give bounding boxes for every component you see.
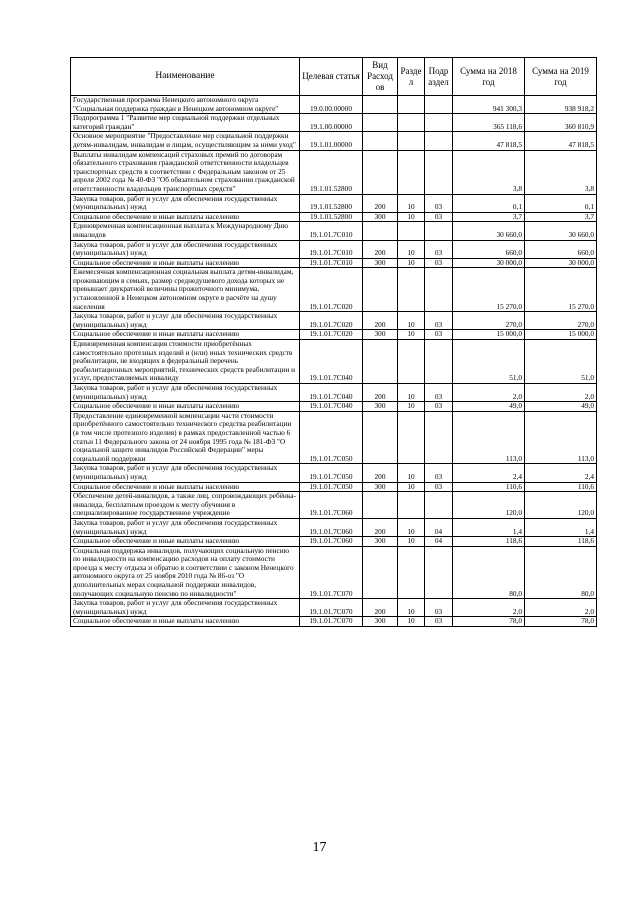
header-article: Целевая статья <box>300 58 363 96</box>
row-sum-2018: 3,7 <box>453 212 525 222</box>
row-subsection <box>425 268 453 312</box>
row-article: 19.1.01.7С020 <box>300 330 363 340</box>
row-name: Закупка товаров, работ и услуг для обеспечения государственных (муниципальных) нужд <box>71 312 300 330</box>
row-sum-2018: 30 660,0 <box>453 222 525 240</box>
row-section: 10 <box>398 384 425 402</box>
row-expense-type: 200 <box>363 240 398 258</box>
row-subsection: 03 <box>425 599 453 617</box>
row-sum-2019: 120,0 <box>525 492 597 519</box>
row-name: Единовременная компенсация стоимости приобретённых самостоятельно протезных изделий и (или) иных технических средств реабилитации, не входящих в федеральный перечень реабилитационных мероприятий, технических средств реабилитации и услуг, предоставляемых инвалиду <box>71 340 300 384</box>
row-name: Закупка товаров, работ и услуг для обеспечения государственных (муниципальных) нужд <box>71 240 300 258</box>
table-row <box>71 340 597 384</box>
row-expense-type <box>363 340 398 384</box>
row-subsection: 03 <box>425 258 453 268</box>
table-row <box>71 518 597 536</box>
row-section: 10 <box>398 258 425 268</box>
row-subsection <box>425 96 453 114</box>
row-sum-2019: 47 818,5 <box>525 132 597 150</box>
row-expense-type <box>363 492 398 519</box>
row-article: 19.1.01.7С040 <box>300 340 363 384</box>
page-number: 17 <box>312 840 327 855</box>
table-row <box>71 114 597 132</box>
row-sum-2018: 47 818,5 <box>453 132 525 150</box>
row-sum-2018: 2,0 <box>453 599 525 617</box>
row-sum-2019: 15 000,0 <box>525 330 597 340</box>
row-expense-type: 300 <box>363 617 398 627</box>
table-row <box>71 537 597 547</box>
row-expense-type <box>363 268 398 312</box>
table-row <box>71 599 597 617</box>
row-name: Закупка товаров, работ и услуг для обеспечения государственных (муниципальных) нужд <box>71 384 300 402</box>
table-row <box>71 330 597 340</box>
row-sum-2019: 51,0 <box>525 340 597 384</box>
table-body <box>71 96 597 627</box>
table-row <box>71 312 597 330</box>
row-expense-type: 200 <box>363 194 398 212</box>
row-article: 19.1.01.7С020 <box>300 268 363 312</box>
table-row <box>71 268 597 312</box>
row-sum-2018: 0,1 <box>453 194 525 212</box>
row-subsection: 03 <box>425 240 453 258</box>
row-article: 19.1.01.7С060 <box>300 492 363 519</box>
row-sum-2018: 80,0 <box>453 546 525 599</box>
row-article: 19.1.01.7С010 <box>300 240 363 258</box>
row-article: 19.1.01.7С050 <box>300 411 363 464</box>
row-section <box>398 340 425 384</box>
row-expense-type: 300 <box>363 402 398 412</box>
header-section: Разде л <box>398 58 425 96</box>
row-section: 10 <box>398 599 425 617</box>
row-sum-2019: 78,0 <box>525 617 597 627</box>
row-article: 19.1.01.7С050 <box>300 464 363 482</box>
row-expense-type <box>363 132 398 150</box>
row-section <box>398 114 425 132</box>
row-article: 19.1.01.7С070 <box>300 599 363 617</box>
row-sum-2018: 270,0 <box>453 312 525 330</box>
row-subsection: 04 <box>425 518 453 536</box>
row-article: 19.1.01.00000 <box>300 132 363 150</box>
row-section: 10 <box>398 402 425 412</box>
row-section <box>398 411 425 464</box>
row-section <box>398 222 425 240</box>
row-name: Предоставление единовременной компенсации части стоимости приобретённого самостоятельно технического средства реабилитации (в том числе протезного изделия) в рамках предоставленной частью 6 статьи 11 Федерального закона от 24 ноября 1995 года № 181-ФЗ "О социальной защите инвалидов Российской Федерации" меры социальной поддержки <box>71 411 300 464</box>
row-sum-2018: 3,8 <box>453 150 525 194</box>
row-subsection <box>425 150 453 194</box>
row-sum-2019: 15 270,0 <box>525 268 597 312</box>
row-name: Социальное обеспечение и иные выплаты населению <box>71 617 300 627</box>
row-article: 19.1.01.7С070 <box>300 546 363 599</box>
row-article: 19.1.01.7С060 <box>300 518 363 536</box>
row-sum-2019: 118,6 <box>525 537 597 547</box>
row-expense-type: 300 <box>363 212 398 222</box>
row-expense-type: 300 <box>363 258 398 268</box>
row-section: 10 <box>398 617 425 627</box>
row-expense-type <box>363 546 398 599</box>
row-article: 19.1.00.00000 <box>300 114 363 132</box>
row-name: Основное мероприятие "Предоставление мер социальной поддержки детям-инвалидам, инвалидам и лицам, осуществляющим за ними уход" <box>71 132 300 150</box>
row-section: 10 <box>398 464 425 482</box>
row-name: Закупка товаров, работ и услуг для обеспечения государственных (муниципальных) нужд <box>71 599 300 617</box>
row-sum-2018: 15 000,0 <box>453 330 525 340</box>
table-row <box>71 132 597 150</box>
row-article: 19.1.01.7С010 <box>300 222 363 240</box>
row-section: 10 <box>398 518 425 536</box>
row-article: 19.1.01.7С070 <box>300 617 363 627</box>
table-row <box>71 464 597 482</box>
row-sum-2018: 2,4 <box>453 464 525 482</box>
row-expense-type <box>363 411 398 464</box>
row-expense-type: 200 <box>363 599 398 617</box>
row-section <box>398 268 425 312</box>
row-sum-2018: 49,0 <box>453 402 525 412</box>
row-name: Социальное обеспечение и иные выплаты населению <box>71 212 300 222</box>
row-name: Государственная программа Ненецкого автономного округа "Социальная поддержка граждан в Ненецком автономном округе" <box>71 96 300 114</box>
header-sum-2019: Сумма на 2019 год <box>525 58 597 96</box>
row-section <box>398 150 425 194</box>
row-subsection <box>425 492 453 519</box>
row-expense-type <box>363 150 398 194</box>
row-article: 19.1.01.52800 <box>300 212 363 222</box>
row-sum-2018: 120,0 <box>453 492 525 519</box>
header-sum-2018: Сумма на 2018 год <box>453 58 525 96</box>
row-article: 19.1.01.7С040 <box>300 402 363 412</box>
row-sum-2019: 2,0 <box>525 384 597 402</box>
row-sum-2019: 2,4 <box>525 464 597 482</box>
row-subsection <box>425 411 453 464</box>
row-expense-type: 200 <box>363 384 398 402</box>
row-subsection <box>425 340 453 384</box>
row-expense-type <box>363 114 398 132</box>
row-expense-type: 200 <box>363 312 398 330</box>
table-row <box>71 150 597 194</box>
table-row <box>71 212 597 222</box>
row-sum-2018: 30 000,0 <box>453 258 525 268</box>
row-sum-2019: 113,0 <box>525 411 597 464</box>
row-subsection: 03 <box>425 330 453 340</box>
row-name: Социальное обеспечение и иные выплаты населению <box>71 537 300 547</box>
row-subsection <box>425 222 453 240</box>
row-subsection: 03 <box>425 617 453 627</box>
table-row <box>71 258 597 268</box>
row-subsection: 03 <box>425 212 453 222</box>
row-name: Социальная поддержка инвалидов, получающих социальную пенсию по инвалидности на компенсацию расходов на оплату стоимости проезда к месту отдыха и обратно в соответствии с законом Ненецкого автономного округа от 25 ноября 2010 года № 86-оз "О дополнительных мерах социальной поддержки инвалидов, получающих социальную пенсию по инвалидности" <box>71 546 300 599</box>
row-name: Социальное обеспечение и иные выплаты населению <box>71 482 300 492</box>
row-sum-2019: 30 000,0 <box>525 258 597 268</box>
row-article: 19.1.01.7С020 <box>300 312 363 330</box>
row-subsection: 04 <box>425 537 453 547</box>
row-sum-2018: 2,0 <box>453 384 525 402</box>
table-row <box>71 240 597 258</box>
row-article: 19.1.01.52800 <box>300 194 363 212</box>
row-article: 19.0.00.00000 <box>300 96 363 114</box>
row-section: 10 <box>398 312 425 330</box>
table-row <box>71 194 597 212</box>
row-section <box>398 492 425 519</box>
row-sum-2019: 3,8 <box>525 150 597 194</box>
row-article: 19.1.01.52800 <box>300 150 363 194</box>
row-sum-2019: 360 810,9 <box>525 114 597 132</box>
row-subsection: 03 <box>425 402 453 412</box>
row-expense-type: 200 <box>363 518 398 536</box>
row-expense-type: 200 <box>363 464 398 482</box>
budget-table <box>70 57 597 627</box>
row-section: 10 <box>398 482 425 492</box>
table-row <box>71 222 597 240</box>
row-article: 19.1.01.7С040 <box>300 384 363 402</box>
row-subsection: 03 <box>425 384 453 402</box>
row-sum-2019: 3,7 <box>525 212 597 222</box>
row-sum-2018: 15 270,0 <box>453 268 525 312</box>
row-sum-2018: 51,0 <box>453 340 525 384</box>
row-sum-2018: 1,4 <box>453 518 525 536</box>
row-section: 10 <box>398 537 425 547</box>
row-section <box>398 96 425 114</box>
row-name: Единовременная компенсационная выплата к Международному Дню инвалидов <box>71 222 300 240</box>
table-row <box>71 492 597 519</box>
row-expense-type: 300 <box>363 482 398 492</box>
row-article: 19.1.01.7С060 <box>300 537 363 547</box>
row-article: 19.1.01.7С050 <box>300 482 363 492</box>
row-sum-2019: 0,1 <box>525 194 597 212</box>
table-row <box>71 96 597 114</box>
row-section: 10 <box>398 330 425 340</box>
row-expense-type: 300 <box>363 537 398 547</box>
table-row <box>71 482 597 492</box>
row-sum-2019: 660,0 <box>525 240 597 258</box>
header-subsection: Подр аздел <box>425 58 453 96</box>
table-row <box>71 411 597 464</box>
row-sum-2018: 78,0 <box>453 617 525 627</box>
row-name: Ежемесячная компенсационная социальная выплата детям-инвалидам, проживающим в семьях, размер среднедушевого дохода которых не превышает двукратной величины прожиточного минимума, установленной в Ненецком автономном округе в расчёте на душу населения <box>71 268 300 312</box>
row-name: Закупка товаров, работ и услуг для обеспечения государственных (муниципальных) нужд <box>71 518 300 536</box>
row-section <box>398 132 425 150</box>
row-section: 10 <box>398 212 425 222</box>
row-name: Социальное обеспечение и иные выплаты населению <box>71 258 300 268</box>
row-section <box>398 546 425 599</box>
row-sum-2019: 49,0 <box>525 402 597 412</box>
row-section: 10 <box>398 240 425 258</box>
row-article: 19.1.01.7С010 <box>300 258 363 268</box>
table-row <box>71 546 597 599</box>
row-subsection: 03 <box>425 482 453 492</box>
row-name: Закупка товаров, работ и услуг для обеспечения государственных (муниципальных) нужд <box>71 464 300 482</box>
header-expense-type: Вид Расход ов <box>363 58 398 96</box>
row-name: Подпрограмма 1 "Развитие мер социальной поддержки отдельных категорий граждан" <box>71 114 300 132</box>
row-subsection: 03 <box>425 194 453 212</box>
row-sum-2019: 80,0 <box>525 546 597 599</box>
row-name: Социальное обеспечение и иные выплаты населению <box>71 330 300 340</box>
row-sum-2018: 113,0 <box>453 411 525 464</box>
table-row <box>71 402 597 412</box>
row-expense-type: 300 <box>363 330 398 340</box>
row-subsection <box>425 132 453 150</box>
row-sum-2018: 118,6 <box>453 537 525 547</box>
row-sum-2019: 2,0 <box>525 599 597 617</box>
row-subsection <box>425 546 453 599</box>
row-subsection: 03 <box>425 464 453 482</box>
row-sum-2018: 660,0 <box>453 240 525 258</box>
row-sum-2018: 941 300,3 <box>453 96 525 114</box>
header-name: Наименование <box>71 58 300 96</box>
table-row <box>71 384 597 402</box>
row-expense-type <box>363 222 398 240</box>
row-name: Социальное обеспечение и иные выплаты населению <box>71 402 300 412</box>
table-row <box>71 617 597 627</box>
row-sum-2018: 110,6 <box>453 482 525 492</box>
table-header-row <box>71 58 597 96</box>
row-sum-2019: 938 918,2 <box>525 96 597 114</box>
row-name: Обеспечение детей-инвалидов, а также лиц, сопровождающих ребёнка-инвалида, бесплатным проездом к месту обучения в специализированное государственное учреждение <box>71 492 300 519</box>
row-name: Выплаты инвалидам компенсаций страховых премий по договорам обязательного страхования гражданской ответственности владельцев транспортных средств в соответствии с Федеральным законом от 25 апреля 2002 года № 40-ФЗ "Об обязательном страховании гражданской ответственности владельцев транспортных средств" <box>71 150 300 194</box>
row-name: Закупка товаров, работ и услуг для обеспечения государственных (муниципальных) нужд <box>71 194 300 212</box>
row-subsection <box>425 114 453 132</box>
row-sum-2019: 1,4 <box>525 518 597 536</box>
row-section: 10 <box>398 194 425 212</box>
row-sum-2019: 30 660,0 <box>525 222 597 240</box>
row-expense-type <box>363 96 398 114</box>
row-sum-2019: 270,0 <box>525 312 597 330</box>
row-sum-2019: 110,6 <box>525 482 597 492</box>
row-subsection: 03 <box>425 312 453 330</box>
row-sum-2018: 365 118,6 <box>453 114 525 132</box>
